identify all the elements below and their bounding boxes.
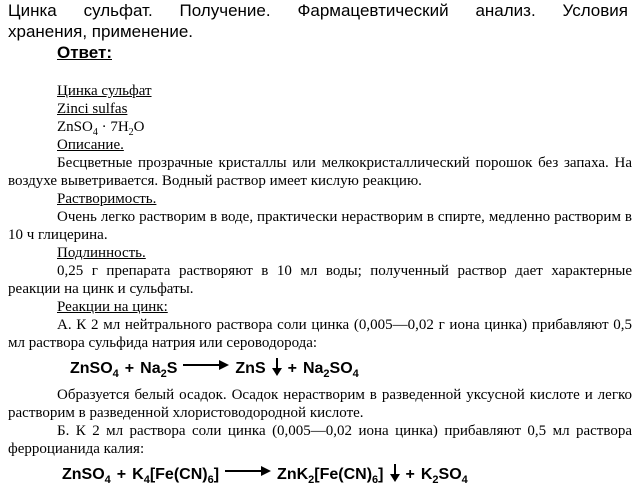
formula-term: ZnSO$_4$	[70, 360, 119, 381]
identity-text: 0,25 г препарата растворяют в 10 мл воды; полученный раствор дает характерные реакции на цинк и сульфаты.	[8, 263, 632, 297]
description-heading: Описание.	[57, 137, 124, 153]
identity-heading: Подлинность.	[57, 245, 146, 261]
reaction-arrow-icon	[225, 466, 271, 476]
precipitate-arrow-icon	[272, 358, 282, 376]
formula-term: $Na_2S$	[140, 360, 178, 381]
reaction-a-text: А. К 2 мл нейтрального раствора соли цинка (0,005—0,02 г иона цинка) прибавляют 0,5 мл раствора сульфида натрия или сероводорода:	[8, 317, 632, 351]
drug-name-ru: Цинка сульфат	[57, 83, 152, 99]
equation-zinc-sulfide: ZnSO$_4$ + $Na_2S$ ZnS + $Na_2SO_4$	[70, 360, 359, 381]
description-text: Бесцветные прозрачные кристаллы или мелкокристаллический порошок без запаха. На воздухе выветривается. Водный раствор имеет кислую реакцию.	[8, 155, 632, 189]
formula-term: $K_4[Fe(CN)_6]$	[132, 466, 220, 487]
equation-zinc-ferrocyanide: ZnSO$_4$ + $K_4[Fe(CN)_6]$ $ZnK_2[Fe(CN)_6]$ + $K_2SO_4$	[62, 466, 468, 487]
reaction-a-result: Образуется белый осадок. Осадок нерастворим в разведенной уксусной кислоте и легко растворим в разведенной хлористоводородной кислоте.	[8, 387, 632, 421]
formula-term: $K_2SO_4$	[420, 466, 468, 487]
drug-formula: ZnSO$_4$ · $7H_2O$	[57, 119, 145, 138]
formula-term: $ZnK_2[Fe(CN)_6]$	[277, 466, 384, 487]
reaction-arrow-icon	[183, 360, 229, 370]
drug-name-lat: Zinci sulfas	[57, 101, 128, 117]
formula-term: ZnSO$_4$	[62, 466, 111, 487]
solubility-text: Очень легко растворим в воде, практически нерастворим в спирте, медленно растворим в 10 ч глицерина.	[8, 209, 632, 243]
question-title-line2: хранения, применение.	[8, 22, 193, 41]
question-title-line1: Цинка сульфат. Получение. Фармацевтический анализ. Условия	[8, 1, 628, 20]
precipitate-arrow-icon	[390, 464, 400, 482]
reaction-b-text: Б. К 2 мл раствора соли цинка (0,005—0,02 иона цинка) прибавляют 0,5 мл раствора ферроцианида калия:	[8, 423, 632, 457]
formula-term: $Na_2SO_4$	[302, 360, 359, 381]
zinc-reactions-heading: Реакции на цинк:	[57, 299, 168, 315]
formula-term: ZnS	[235, 360, 266, 377]
solubility-heading: Растворимость.	[57, 191, 157, 207]
answer-label: Ответ:	[57, 43, 112, 62]
